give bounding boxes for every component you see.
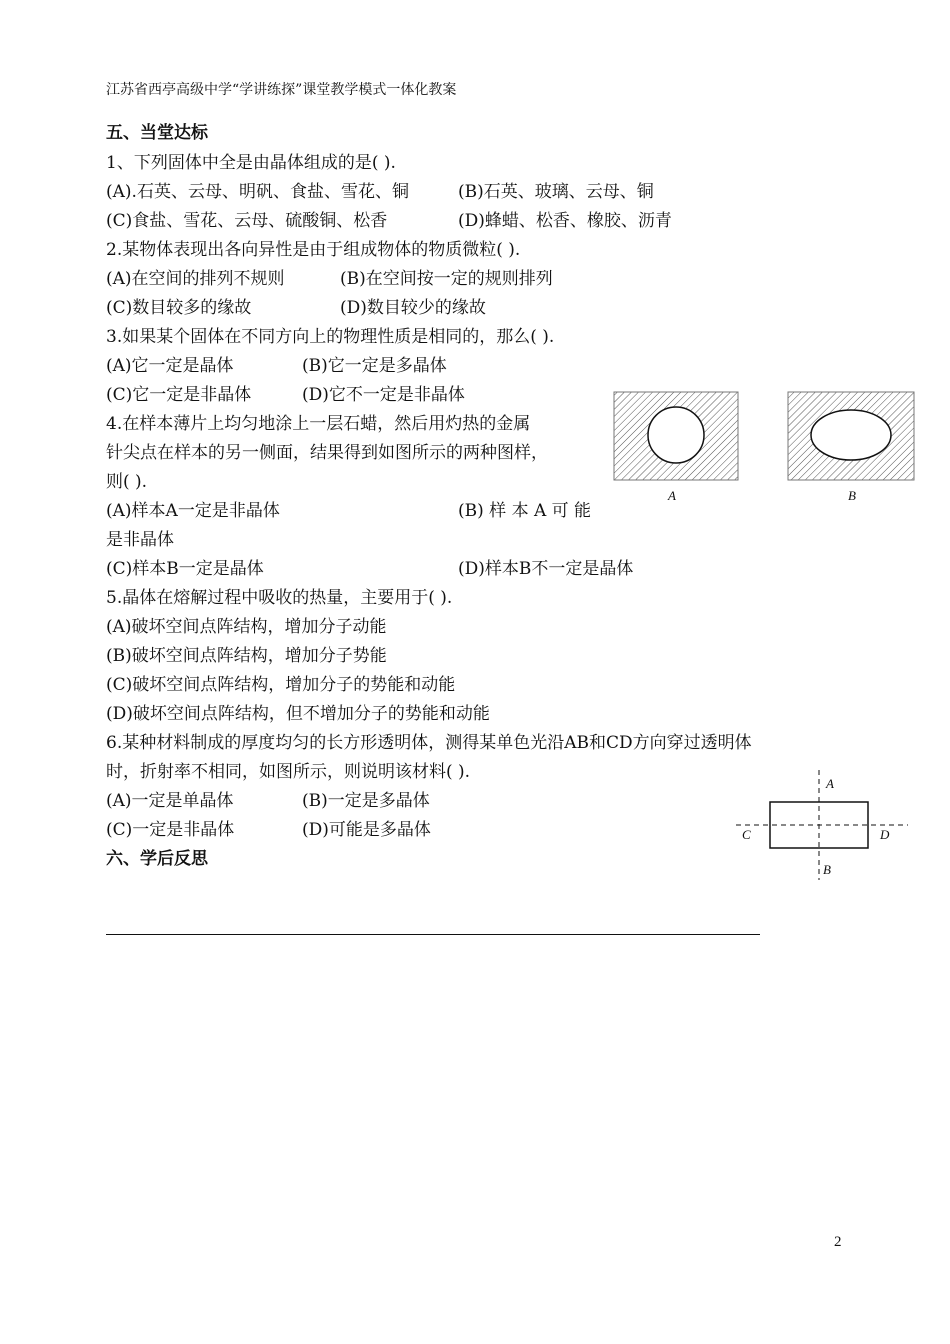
figure-label-b: B <box>823 862 831 877</box>
q1-option-a: (A).石英、云母、明矾、食盐、雪花、铜 <box>106 182 409 202</box>
q6-option-a: (A)一定是单晶体 <box>106 791 234 811</box>
q2-stem: 2.某物体表现出各向异性是由于组成物体的物质微粒( ). <box>106 240 521 260</box>
figure-label-a: A <box>668 488 676 503</box>
q6-option-d: (D)可能是多晶体 <box>302 820 431 840</box>
q4-option-c: (C)样本B一定是晶体 <box>106 559 264 579</box>
figure-label-a: A <box>826 776 834 791</box>
q4-option-b: (B) 样 本 A 可 能 <box>458 501 592 521</box>
page-number: 2 <box>834 1234 842 1250</box>
q6-option-c: (C)一定是非晶体 <box>106 820 235 840</box>
q5-option-d: (D)破坏空间点阵结构，但不增加分子的势能和动能 <box>106 704 490 724</box>
q6-option-b: (B)一定是多晶体 <box>302 791 430 811</box>
figure-label-c: C <box>742 827 751 842</box>
q2-option-b: (B)在空间按一定的规则排列 <box>340 269 553 289</box>
q1-option-c: (C)食盐、雪花、云母、硫酸铜、松香 <box>106 211 388 231</box>
section-title-6: 六、学后反思 <box>106 849 208 869</box>
q6-transparent-block-figure <box>732 768 912 884</box>
q4-stem-line2: 针尖点在样本的另一侧面，结果得到如图所示的两种图样， <box>106 443 548 463</box>
q4-wax-pattern-figure <box>612 390 918 485</box>
figure-label-b: B <box>848 488 856 503</box>
q3-option-d: (D)它不一定是非晶体 <box>302 385 465 405</box>
q2-option-a: (A)在空间的排列不规则 <box>106 269 285 289</box>
q5-stem: 5.晶体在熔解过程中吸收的热量，主要用于( ). <box>106 588 453 608</box>
q2-option-d: (D)数目较少的缘故 <box>340 298 486 318</box>
q1-option-d: (D)蜂蜡、松香、橡胶、沥青 <box>458 211 672 231</box>
q1-stem: 1、下列固体中全是由晶体组成的是( ). <box>106 153 396 173</box>
q4-option-b-continued: 是非晶体 <box>106 530 174 550</box>
q4-stem-line3: 则( ). <box>106 472 148 492</box>
q3-stem: 3.如果某个固体在不同方向上的物理性质是相同的，那么( ). <box>106 327 555 347</box>
q1-option-b: (B)石英、玻璃、云母、铜 <box>458 182 654 202</box>
sample-a-plate <box>614 392 738 480</box>
sample-b-plate <box>788 392 914 480</box>
q3-option-c: (C)它一定是非晶体 <box>106 385 252 405</box>
q3-option-a: (A)它一定是晶体 <box>106 356 234 376</box>
q5-option-b: (B)破坏空间点阵结构，增加分子势能 <box>106 646 387 666</box>
q4-option-d: (D)样本B不一定是晶体 <box>458 559 634 579</box>
q5-option-c: (C)破坏空间点阵结构，增加分子的势能和动能 <box>106 675 456 695</box>
q2-option-c: (C)数目较多的缘故 <box>106 298 252 318</box>
q4-option-a: (A)样本A一定是非晶体 <box>106 501 280 521</box>
q4-stem-line1: 4.在样本薄片上均匀地涂上一层石蜡，然后用灼热的金属 <box>106 414 531 434</box>
reflection-answer-line <box>106 934 760 935</box>
figure-label-d: D <box>880 827 890 842</box>
page-header: 江苏省西亭高级中学“学讲练探”课堂教学模式一体化教案 <box>106 82 457 98</box>
q6-stem-line2: 时，折射率不相同，如图所示，则说明该材料( ). <box>106 762 471 782</box>
section-title-5: 五、当堂达标 <box>106 123 208 143</box>
q6-stem-line1: 6.某种材料制成的厚度均匀的长方形透明体，测得某单色光沿AB和CD方向穿过透明体 <box>106 733 752 753</box>
q5-option-a: (A)破坏空间点阵结构，增加分子动能 <box>106 617 387 637</box>
q3-option-b: (B)它一定是多晶体 <box>302 356 447 376</box>
